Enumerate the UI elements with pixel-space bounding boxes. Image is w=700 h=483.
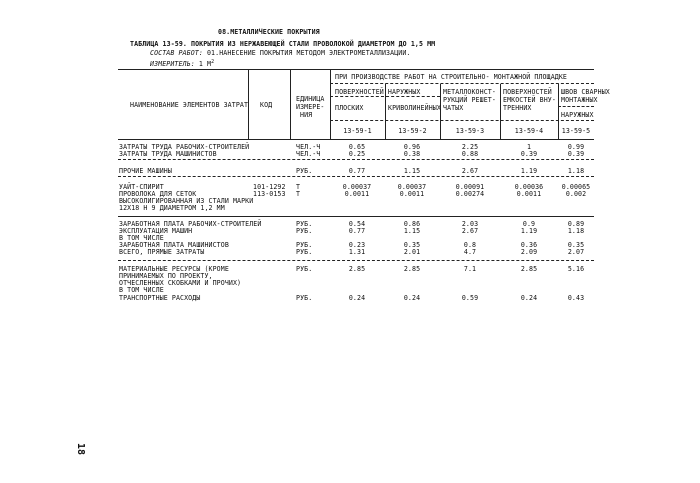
row-name: ЗАТРАТЫ ТРУДА МАШИНИСТОВ	[119, 150, 217, 158]
row-unit: ЧЕЛ.-Ч	[296, 143, 321, 151]
row-name: ЗАРАБОТНАЯ ПЛАТА МАШИНИСТОВ	[119, 241, 229, 249]
row-name: ЭКСПЛУАТАЦИЯ МАШИН	[119, 227, 193, 235]
row-value: 0.0011	[344, 190, 370, 198]
row-value: 0.00037	[342, 183, 372, 191]
row-value: 0.00274	[455, 190, 485, 198]
row-value: 2.09	[520, 248, 538, 256]
composition-line	[150, 49, 410, 57]
row-name: ПРОВОЛОКА ДЛЯ СЕТОК	[119, 190, 197, 198]
row-unit: Т	[296, 183, 301, 191]
row-value: 0.9	[522, 220, 536, 228]
code-col-5: 13-59-5	[561, 127, 591, 135]
row-value: 0.65	[348, 143, 366, 151]
row-value: 5.16	[567, 265, 585, 273]
row-value: 2.07	[567, 248, 585, 256]
row-value: 0.00036	[514, 183, 544, 191]
row-value: 7.1	[463, 265, 477, 273]
rule-codes	[330, 120, 594, 121]
row-name: В ТОМ ЧИСЛЕ	[119, 234, 164, 242]
rule-sep-3	[118, 216, 594, 217]
row-value: 0.002	[565, 190, 587, 198]
col-code-header: КОД	[260, 101, 273, 109]
vrule-1	[248, 70, 249, 139]
rule-welds	[558, 106, 594, 107]
row-value: 2.85	[403, 265, 421, 273]
col-metal-header-2: РУКЦИЙ РЕШЕТ-	[443, 96, 496, 104]
code-col-4: 13-59-4	[514, 127, 544, 135]
row-name: ТРАНСПОРТНЫЕ РАСХОДЫ	[119, 294, 201, 302]
row-value: 0.38	[403, 150, 421, 158]
col-tanks-header-2: ЕМКОСТЕЙ ВНУ-	[503, 96, 556, 104]
row-value: 0.35	[403, 241, 421, 249]
row-unit: РУБ.	[296, 241, 313, 249]
row-value: 0.39	[520, 150, 538, 158]
row-value: 2.67	[461, 227, 479, 235]
meter-label: ИЗМЕРИТЕЛЬ:	[150, 60, 195, 69]
row-value: 1.19	[520, 227, 538, 235]
code-col-2: 13-59-2	[398, 127, 427, 135]
row-value: 0.39	[567, 150, 585, 158]
vrule-2	[290, 70, 291, 139]
row-unit: РУБ.	[296, 167, 313, 175]
row-value: 0.54	[348, 220, 366, 228]
row-unit: РУБ.	[296, 220, 313, 228]
row-value: 2.03	[461, 220, 479, 228]
row-value: 0.0011	[516, 190, 542, 198]
rule-top	[118, 69, 594, 70]
composition-text: 01.НАНЕСЕНИЕ ПОКРЫТИЯ МЕТОДОМ ЭЛЕКТРОМЕТАЛЛИЗАЦИИ.	[202, 49, 411, 57]
row-code: 101-1292	[253, 183, 286, 191]
rule-group	[330, 83, 594, 84]
row-value: 0.00065	[561, 183, 591, 191]
row-value: 0.35	[567, 241, 585, 249]
row-unit: ЧЕЛ.-Ч	[296, 150, 321, 158]
row-value: 0.86	[403, 220, 421, 228]
row-value: 4.7	[463, 248, 477, 256]
row-value: 1	[526, 143, 532, 151]
col-welds-header-2: МОНТАЖНЫХ	[561, 96, 598, 104]
col-metal-header-3: ЧАТЫХ	[443, 104, 464, 112]
row-name: УАЙТ-СПИРИТ	[119, 183, 164, 191]
meter-line	[150, 58, 214, 68]
table-title: ТАБЛИЦА 13-59. ПОКРЫТИЯ ИЗ НЕРЖАВЕЮЩЕЙ СТАЛИ ПРОВОЛОКОЙ ДИАМЕТРОМ ДО 1,5 ММ	[130, 40, 436, 48]
row-value: 0.59	[461, 294, 479, 302]
row-value: 0.25	[348, 150, 366, 158]
row-value: 2.85	[520, 265, 538, 273]
row-unit: РУБ.	[296, 294, 313, 302]
row-code: 113-0153	[253, 190, 286, 198]
col-welds-header-1: ШВОВ СВАРНЫХ	[561, 88, 610, 96]
row-value: 0.89	[567, 220, 585, 228]
row-value: 1.18	[567, 227, 585, 235]
row-value: 1.18	[567, 167, 585, 175]
row-name: В ТОМ ЧИСЛЕ	[119, 286, 164, 294]
row-unit: РУБ.	[296, 227, 313, 235]
row-value: 2.01	[403, 248, 421, 256]
rule-sep-4	[118, 260, 594, 261]
row-value: 0.77	[348, 167, 366, 175]
rule-header-bottom	[118, 139, 594, 140]
row-value: 1.15	[403, 167, 421, 175]
row-value: 0.36	[520, 241, 538, 249]
col-welds-header-3: НАРУЖНЫХ	[561, 111, 594, 119]
row-name: ОТЧЕСЛЕННЫХ СКОБКАМИ И ПРОЧИХ)	[119, 279, 242, 287]
row-value: 0.88	[461, 150, 479, 158]
row-name: ПРИНИМАЕМЫХ ПО ПРОЕКТУ,	[119, 272, 213, 280]
rule-sep-2	[118, 176, 594, 177]
col-metal-header-1: МЕТАЛЛОКОНСТ-	[443, 88, 496, 96]
col-unit-header-3: НИЯ	[300, 111, 313, 119]
group-main-header: ПРИ ПРОИЗВОДСТВЕ РАБОТ НА СТРОИТЕЛЬНО- МОНТАЖНОЙ ПЛОЩАДКЕ	[335, 73, 567, 81]
col-name-header: НАИМЕНОВАНИЕ ЭЛЕМЕНТОВ ЗАТРАТ	[130, 101, 249, 109]
group-outer-header: ПОВЕРХНОСТЕЙ НАРУЖНЫХ	[335, 88, 421, 96]
col-unit-header-2: ИЗМЕРЕ-	[296, 103, 325, 111]
page-number: 18	[75, 443, 86, 456]
row-value: 2.25	[461, 143, 479, 151]
col-tanks-header-3: ТРЕННИХ	[503, 104, 532, 112]
row-name: ЗАТРАТЫ ТРУДА РАБОЧИХ-СТРОИТЕЛЕЙ	[119, 143, 250, 151]
code-col-1: 13-59-1	[343, 127, 372, 135]
row-name: ПРОЧИЕ МАШИНЫ	[119, 167, 172, 175]
row-unit: РУБ.	[296, 248, 313, 256]
row-value: 0.0011	[399, 190, 425, 198]
row-value: 0.24	[520, 294, 538, 302]
col-tanks-header-1: ПОВЕРХНОСТЕЙ	[503, 88, 552, 96]
row-name: ВСЕГО, ПРЯМЫЕ ЗАТРАТЫ	[119, 248, 205, 256]
meter-sup: 2	[211, 59, 215, 65]
row-value: 1.19	[520, 167, 538, 175]
row-unit: РУБ.	[296, 265, 313, 273]
meter-value: 1 М	[194, 60, 212, 69]
composition-label: СОСТАВ РАБОТ:	[150, 49, 203, 57]
row-name: ВЫСОКОЛИГИРОВАННАЯ ИЗ СТАЛИ МАРКИ	[119, 197, 254, 205]
row-unit: Т	[296, 190, 301, 198]
row-value: 0.00091	[455, 183, 485, 191]
row-value: 0.24	[348, 294, 366, 302]
row-value: 0.24	[403, 294, 421, 302]
row-name: ЗАРАБОТНАЯ ПЛАТА РАБОЧИХ-СТРОИТЕЛЕЙ	[119, 220, 262, 228]
row-value: 0.00037	[397, 183, 427, 191]
row-name: МАТЕРИАЛЬНЫЕ РЕСУРСЫ (КРОМЕ	[119, 265, 229, 273]
row-value: 0.96	[403, 143, 421, 151]
col-unit-header-1: ЕДИНИЦА	[296, 95, 325, 103]
rule-sep-1	[118, 159, 594, 160]
row-value: 2.85	[348, 265, 366, 273]
row-value: 0.43	[567, 294, 585, 302]
row-value: 2.67	[461, 167, 479, 175]
row-name: 12Х18 Н 9 ДИАМЕТРОМ 1,2 ММ	[119, 204, 225, 212]
col-curved-header: КРИВОЛИНЕЙНЫХ	[388, 104, 441, 112]
col-flat-header: ПЛОСКИХ	[335, 104, 364, 112]
code-col-3: 13-59-3	[455, 127, 485, 135]
row-value: 0.8	[463, 241, 477, 249]
section-title: 08.МЕТАЛЛИЧЕСКИЕ ПОКРЫТИЯ	[218, 28, 320, 36]
row-value: 0.99	[567, 143, 585, 151]
row-value: 0.77	[348, 227, 366, 235]
row-value: 1.31	[348, 248, 366, 256]
row-value: 0.23	[348, 241, 366, 249]
row-value: 1.15	[403, 227, 421, 235]
